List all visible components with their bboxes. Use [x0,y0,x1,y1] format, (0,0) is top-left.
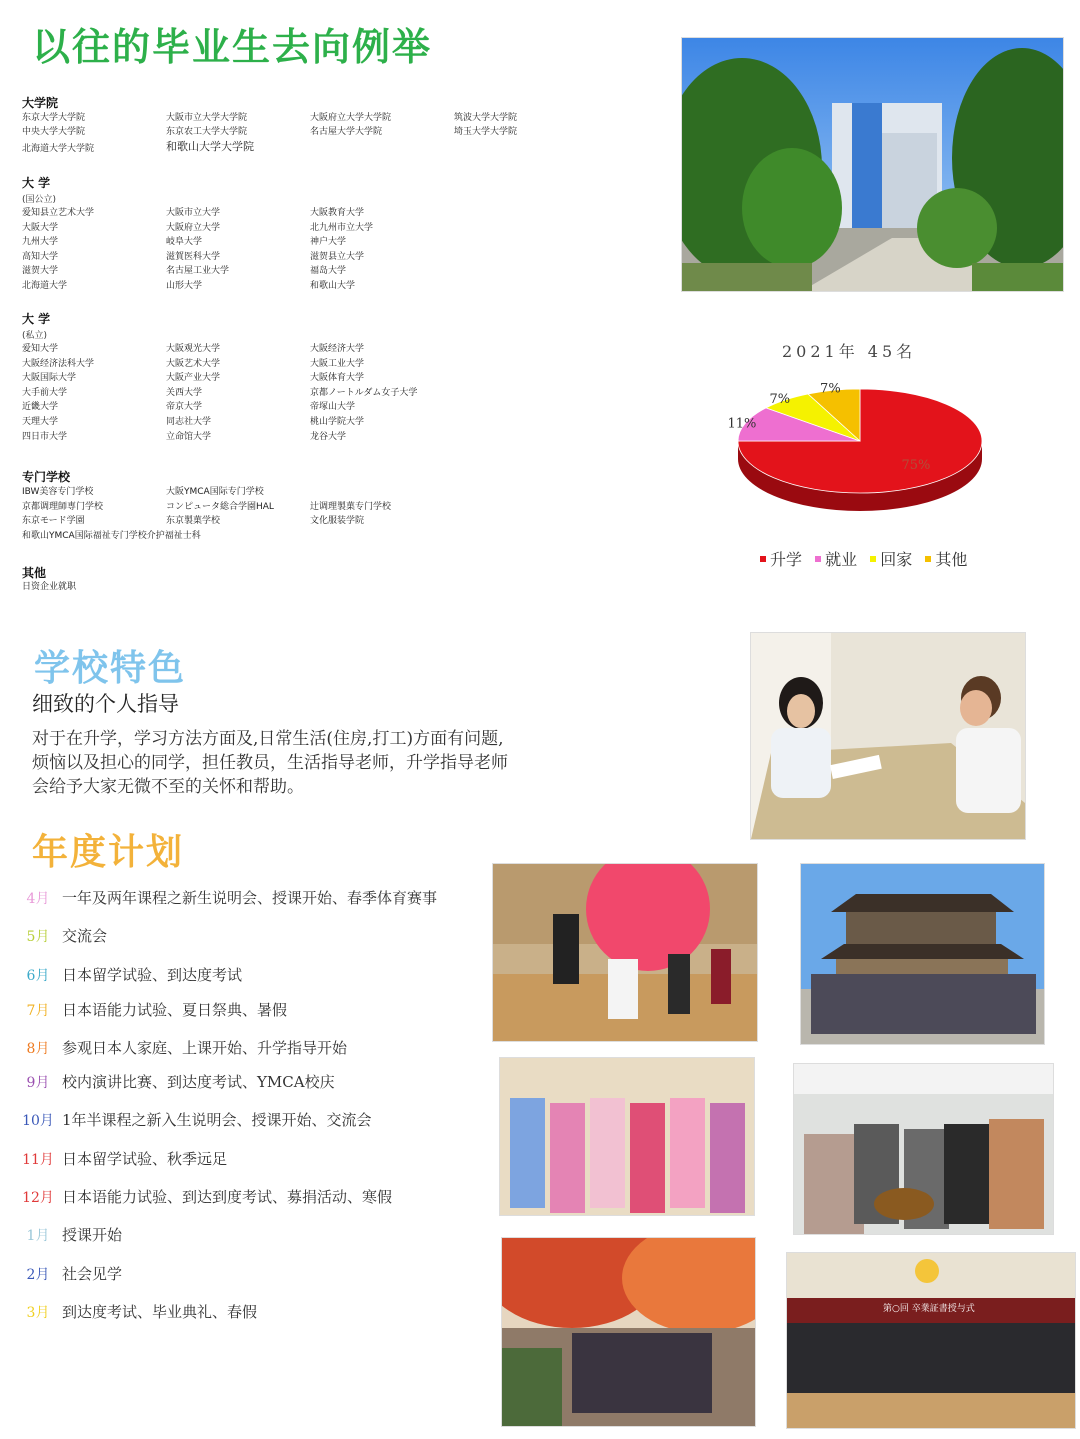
list-item: IBW美容专门学校 [22,487,94,497]
list-item: 文化服装学院 [310,516,365,526]
list-item: 大阪市立大学大学院 [166,113,248,123]
list-item: 立命馆大学 [166,432,212,442]
list-item: 北九州市立大学 [310,222,374,233]
list-item: 筑波大学大学院 [454,113,518,123]
pie-svg [720,371,1020,551]
plan-month: 6月 [26,968,50,984]
plan-month: 4月 [26,891,50,907]
features-body [32,727,632,799]
plan-row [14,1071,335,1092]
list-item: 帝塚山大学 [310,402,356,412]
list-item: 近畿大学 [22,402,59,412]
plan-month: 2月 [26,1267,50,1283]
graduates-title: 以往的毕业生去向例举 [32,25,433,69]
graduate-school-grid [22,111,582,159]
plan-text: 参观日本人家庭、上课开始、升学指导开始 [62,1039,348,1057]
list-item: 大阪教育大学 [310,208,365,218]
list-item: 北海道大学大学院 [22,144,95,154]
pie-label: 11% [727,416,757,432]
plan-text: 交流会 [62,927,108,945]
plan-month: 3月 [26,1305,50,1321]
list-item: 四日市大学 [22,432,68,442]
plan-month: 8月 [26,1041,50,1057]
list-item: 大阪大学 [22,222,59,233]
annual-plan-title: 年度计划 [32,832,185,873]
plan-text: 到达度考试、毕业典礼、春假 [62,1303,258,1321]
list-item: 东京モード学園 [22,516,85,526]
plan-text: 授课开始 [62,1226,123,1244]
plan-row [14,1109,372,1130]
plan-text: 校内演讲比赛、到达度考试、YMCA校庆 [62,1073,335,1091]
list-item: 大阪府立大学大学院 [310,113,392,123]
list-item: 东京农工大学大学院 [166,127,248,137]
list-item: 大阪体育大学 [310,373,365,383]
plan-row [14,1186,392,1207]
list-item: 中央大学大学院 [22,127,86,137]
plan-month: 7月 [26,1003,50,1019]
plan-row [14,999,287,1020]
features-title: 学校特色 [34,648,187,689]
list-item: 滋賀医科大学 [166,251,221,262]
list-item: 京都ノートルダム女子大学 [310,387,418,398]
list-item: 和歌山YMCA国际福祉专门学校介护福祉士科 [22,530,201,541]
vocational-grid [22,485,582,545]
features-line: 会给予大家无微不至的关怀和帮助。 [32,777,304,797]
list-item: 大阪艺术大学 [166,358,221,369]
plan-text: 日本语能力试验、夏日祭典、暑假 [62,1001,288,1019]
yukata-photo [499,1057,755,1216]
plan-text: 日本留学试验、秋季远足 [62,1150,228,1168]
private-univ-subtitle: (私立) [22,331,48,341]
plan-month: 10月 [22,1113,54,1129]
sports-day-photo [492,863,758,1042]
plan-text: 日本留学试验、到达度考试 [62,966,243,984]
features-subtitle: 细致的个人指导 [32,692,179,716]
list-item: 天理大学 [22,416,59,427]
list-item: 京都调理師専门学校 [22,501,104,512]
legend-swatch [925,556,931,562]
other-heading: 其他 [22,566,47,580]
features-line: 对于在升学，学习方法方面及,日常生活(住房,打工)方面有问题, [32,729,504,749]
campus-photo [681,37,1064,292]
list-item: 爱知县立艺术大学 [22,208,95,218]
plan-month: 5月 [26,929,50,945]
pie-label: 7% [769,391,791,407]
list-item: 高知大学 [22,251,59,262]
plan-row [14,1301,257,1322]
list-item: 桃山学院大学 [310,416,365,427]
plan-month: 12月 [22,1190,54,1206]
plan-text: 一年及两年课程之新生说明会、授课开始、春季体育赛事 [62,889,438,907]
private-univ-grid [22,342,582,446]
pie-label: 7% [820,381,841,397]
list-item: 大阪YMCA国际专门学校 [166,487,264,497]
public-univ-subtitle: (国公立) [22,195,57,205]
festival-cooking-photo [793,1063,1054,1235]
list-item: 大阪国际大学 [22,373,77,383]
list-item: 东京製菓学校 [166,516,221,526]
plan-text: 社会见学 [62,1265,123,1283]
features-line: 烦恼以及担心的同学，担任教员，生活指导老师，升学指导老师 [32,753,508,773]
list-item: 和歌山大学 [310,280,356,291]
plan-row [14,887,437,908]
list-item: 大手前大学 [22,387,68,398]
list-item: 和歌山大学大学院 [166,140,254,153]
list-item: 爱知大学 [22,344,59,354]
list-item: 名古屋工业大学 [166,266,230,276]
public-univ-heading: 大 学 [22,176,51,190]
plan-row [14,1148,227,1169]
graduates-list [22,94,582,604]
plan-row [14,1037,347,1058]
list-item: 关西大学 [166,387,203,398]
list-item: コンピュータ総合学園HAL [166,501,274,512]
list-item: 滋贺县立大学 [310,251,365,262]
plan-month: 11月 [22,1152,54,1168]
legend-swatch [760,556,766,562]
legend-item-1: 就业 [815,550,857,569]
list-item: 大阪经济大学 [310,344,365,354]
list-item: 福岛大学 [310,266,347,276]
public-univ-grid [22,206,582,296]
private-univ-heading: 大 学 [22,312,51,326]
list-item: 滋贺大学 [22,266,59,276]
legend-swatch [815,556,821,562]
list-item: 山形大学 [166,280,203,291]
destination-pie-chart [720,335,1020,595]
vocational-heading: 专门学校 [22,470,71,484]
list-item: 大阪府立大学 [166,222,221,233]
list-item: 大阪工业大学 [310,358,365,369]
chart-title: 2021年 45名 [782,342,917,361]
legend-swatch [870,556,876,562]
list-item: 神户大学 [310,237,347,247]
chart-legend [760,547,967,570]
legend-item-0: 升学 [760,550,802,569]
plan-text: 1年半课程之新入生说明会、授课开始、交流会 [62,1111,372,1129]
plan-row [14,925,107,946]
graduation-banner: 第○回 卒業証書授与式 [883,1304,975,1314]
plan-row [14,1224,122,1245]
list-item: 岐阜大学 [166,237,203,247]
graduation-photo [786,1252,1076,1429]
list-item: 埼玉大学大学院 [454,127,518,137]
autumn-trip-photo [501,1237,756,1427]
list-item: 东京大学大学院 [22,113,86,123]
list-item: 日资企业就职 [22,582,77,592]
counseling-photo [750,632,1026,840]
list-item: 龙谷大学 [310,432,347,442]
list-item: 九州大学 [22,237,59,247]
plan-month: 9月 [26,1075,50,1091]
list-item: 名古屋大学大学院 [310,127,383,137]
list-item: 同志社大学 [166,416,212,427]
temple-trip-photo [800,863,1045,1045]
other-grid [22,580,222,596]
list-item: 大阪观光大学 [166,344,221,354]
legend-item-2: 回家 [870,550,912,569]
list-item: 帝京大学 [166,402,203,412]
list-item: 北海道大学 [22,280,68,291]
plan-month: 1月 [26,1228,50,1244]
list-item: 大阪产业大学 [166,373,221,383]
graduate-school-heading: 大学院 [22,96,59,110]
plan-row [14,964,242,985]
list-item: 大阪市立大学 [166,208,221,218]
pie-label: 75% [901,457,931,473]
list-item: 辻调理製菓专门学校 [310,501,392,512]
list-item: 大阪经济法科大学 [22,358,95,369]
plan-text: 日本语能力试验、到达到度考试、募捐活动、寒假 [62,1188,393,1206]
legend-item-3: 其他 [925,550,967,569]
plan-row [14,1263,122,1284]
